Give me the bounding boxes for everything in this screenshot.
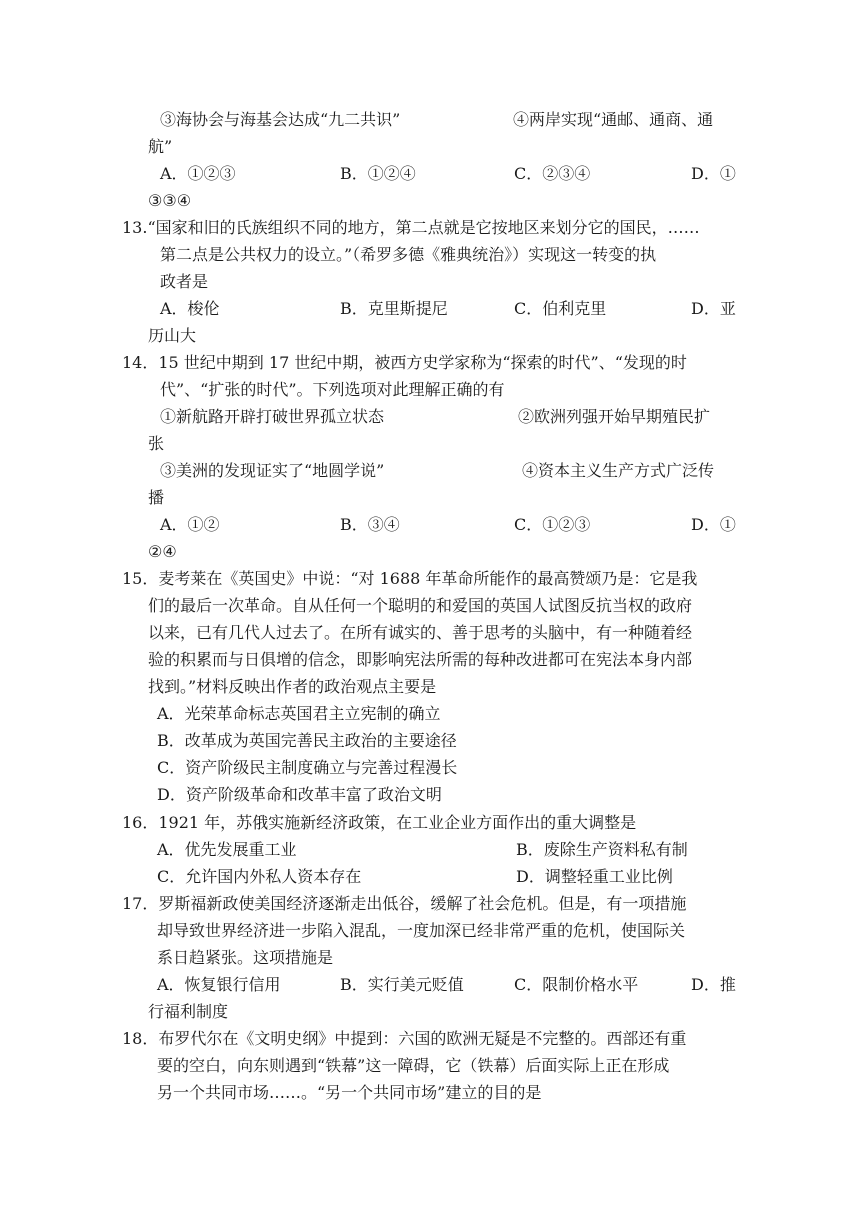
q14-stem-line-1: 14．15 世纪中期到 17 世纪中期，被西方史学家称为“探索的时代”、“发现的时 [122,353,687,372]
choice-d-wrap: ③③④ [148,191,192,210]
q17-choice-b: B．实行美元贬值 [340,975,464,994]
q16-choice-c: C．允许国内外私人资本存在 [157,867,362,886]
q14-choice-d-wrap: ②④ [148,542,177,561]
q14-choice-b: B．③④ [340,515,400,534]
q17-stem-line-2: 却导致世界经济进一步陷入混乱，一度加深已经非常严重的危机，使国际关 [157,921,686,940]
q16-stem-line-1: 16．1921 年，苏俄实施新经济政策，在工业企业方面作出的重大调整是 [122,813,637,832]
q18-stem-line-1: 18．布罗代尔在《文明史纲》中提到：六国的欧洲无疑是不完整的。西部还有重 [122,1029,687,1048]
q13-choice-d: D．亚 [691,299,736,318]
option-3: ③海协会与海基会达成“九二共识” [160,110,401,129]
q14-choice-c: C．①②③ [514,515,591,534]
choice-a: A．①②③ [160,164,236,183]
q13-stem-line-3: 政者是 [160,272,209,291]
q14-option-1: ①新航路开辟打破世界孤立状态 [160,407,385,426]
q15-choice-c: C．资产阶级民主制度确立与完善过程漫长 [157,758,458,777]
q14-choice-a: A．①② [160,515,220,534]
q18-stem-line-2: 要的空白，向东则遇到“铁幕”这一障碍，它（铁幕）后面实际上正在形成 [157,1056,670,1075]
q17-choice-d: D．推 [691,975,736,994]
q18-stem-line-3: 另一个共同市场……。“另一个共同市场”建立的目的是 [157,1083,542,1102]
q13-choice-c: C．伯利克里 [514,299,607,318]
q14-stem-line-2: 代”、“扩张的时代”。下列选项对此理解正确的有 [160,380,505,399]
q15-choice-a: A．光荣革命标志英国君主立宪制的确立 [157,704,441,723]
q13-choice-d-wrap: 历山大 [148,326,197,345]
q17-choice-a: A．恢复银行信用 [157,975,281,994]
choice-d: D．① [691,164,736,183]
option-4: ④两岸实现“通邮、通商、通 [513,110,714,129]
q13-choice-a: A．梭伦 [160,299,220,318]
q16-choice-a: A．优先发展重工业 [157,840,297,859]
option-4-wrap: 航” [148,137,173,156]
q14-option-4: ④资本主义生产方式广泛传 [522,461,715,480]
q14-option-3: ③美洲的发现证实了“地圆学说” [160,461,385,480]
q17-choice-d-wrap: 行福利制度 [148,1002,229,1021]
q17-stem-line-1: 17．罗斯福新政使美国经济逐渐走出低谷，缓解了社会危机。但是，有一项措施 [122,894,687,913]
q17-stem-line-3: 系日趋紧张。这项措施是 [157,948,334,967]
q14-option-4-wrap: 播 [148,488,165,507]
q15-stem-line-4: 验的积累而与日俱增的信念，即影响宪法所需的每种改进都可在宪法本身内部 [148,650,693,669]
q13-stem-line-2: 第二点是公共权力的设立。”（希罗多德《雅典统治》）实现这一转变的执 [160,245,657,264]
choice-b: B．①②④ [340,164,416,183]
q16-choice-d: D．调整轻重工业比例 [516,867,673,886]
q13-stem-line-1: 13.“国家和旧的氏族组织不同的地方，第二点就是它按地区来划分它的国民，…… [122,218,700,237]
q13-choice-b: B．克里斯提尼 [340,299,448,318]
q16-choice-b: B．废除生产资料私有制 [516,840,688,859]
q14-choice-d: D．① [691,515,736,534]
q17-choice-c: C．限制价格水平 [514,975,639,994]
q15-stem-line-2: 们的最后一次革命。自从任何一个聪明的和爱国的英国人试图反抗当权的政府 [148,596,693,615]
choice-c: C．②③④ [514,164,591,183]
q14-option-2-wrap: 张 [148,434,165,453]
q15-choice-b: B．改革成为英国完善民主政治的主要途径 [157,731,457,750]
q15-choice-d: D．资产阶级革命和改革丰富了政治文明 [157,785,442,804]
q15-stem-line-5: 找到。”材料反映出作者的政治观点主要是 [148,677,437,696]
q15-stem-line-1: 15．麦考莱在《英国史》中说：“对 1688 年革命所能作的最高赞颂乃是：它是我 [122,569,698,588]
q14-option-2: ②欧洲列强开始早期殖民扩 [518,407,711,426]
q15-stem-line-3: 以来，已有几代人过去了。在所有诚实的、善于思考的头脑中，有一种随着经 [148,623,693,642]
